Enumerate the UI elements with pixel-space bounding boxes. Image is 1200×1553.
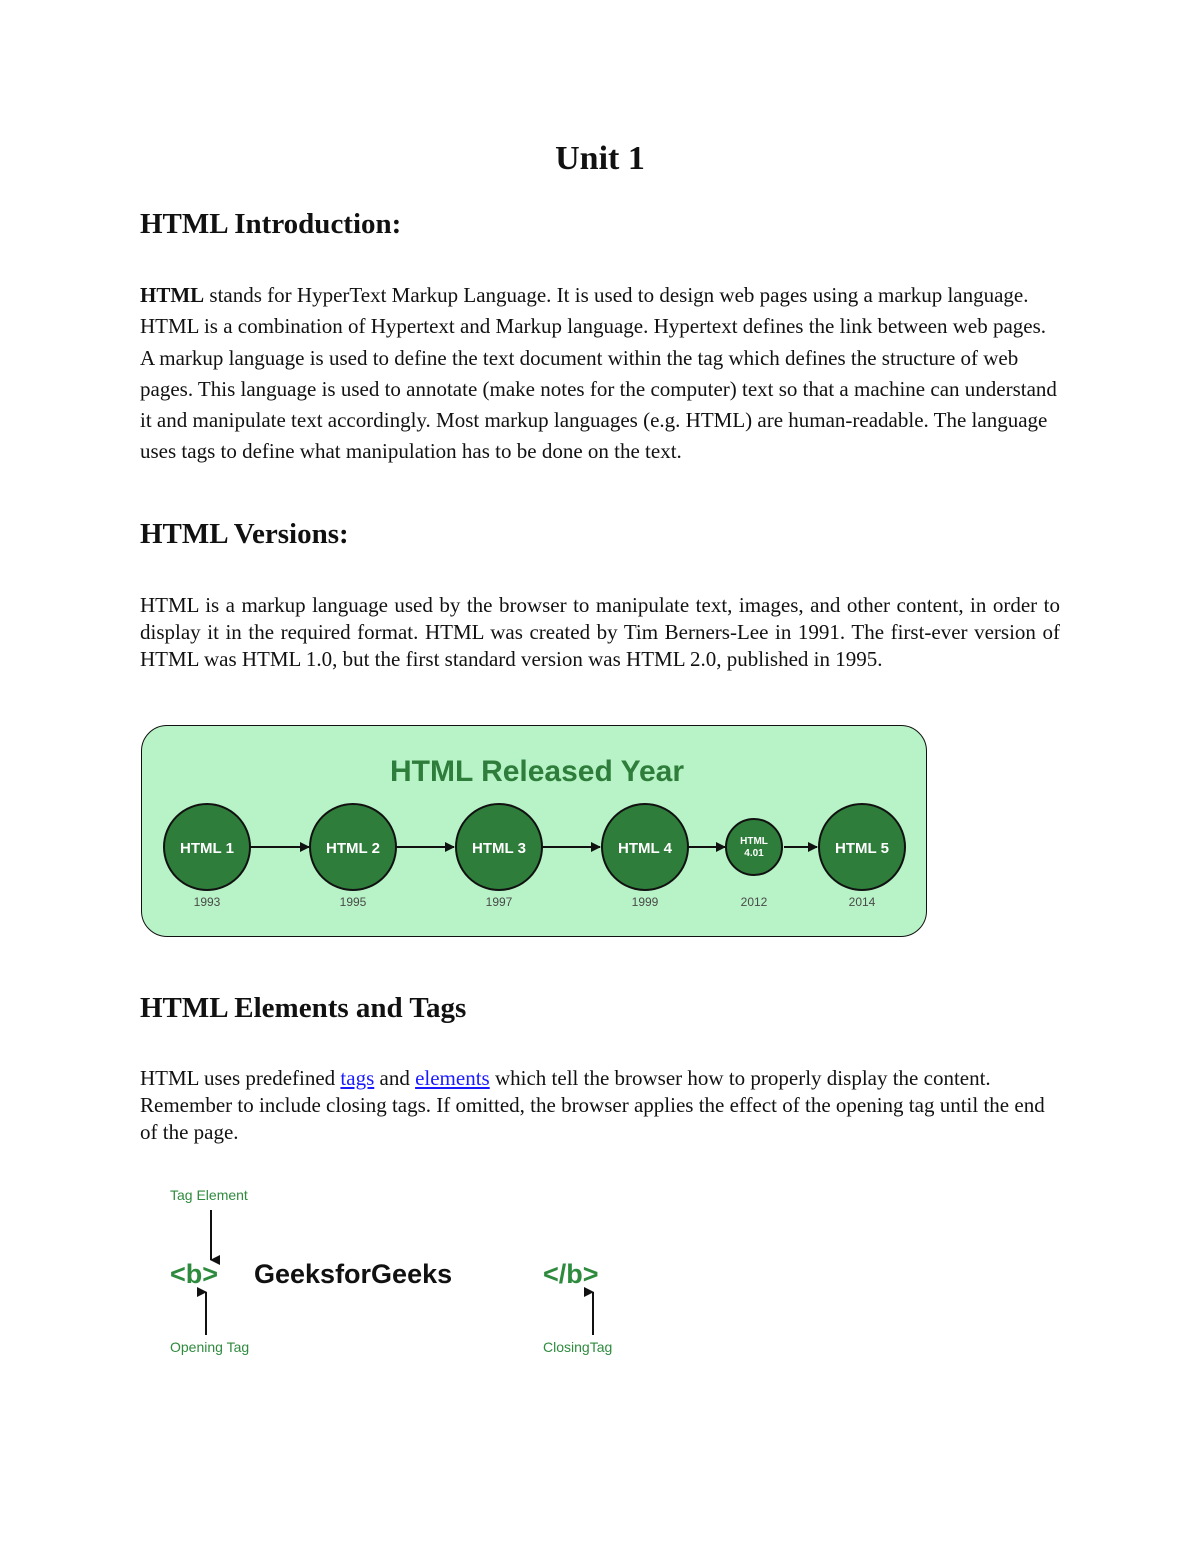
node-year: 1995 <box>339 895 367 909</box>
timeline-node-html-4 <box>602 804 688 909</box>
tags-link[interactable]: tags <box>340 1066 375 1090</box>
elements-text-2: and <box>374 1066 416 1090</box>
node-label: HTML 1 <box>180 840 234 857</box>
timeline-node-html-3 <box>456 804 542 909</box>
tag-element-label: Tag Element <box>170 1187 248 1203</box>
node-year: 1997 <box>485 895 513 909</box>
html-release-timeline <box>141 725 927 937</box>
node-label: HTML 5 <box>835 840 889 857</box>
elements-paragraph <box>140 1065 1060 1146</box>
node-label: HTML 2 <box>326 840 380 857</box>
intro-heading: HTML Introduction: <box>140 208 402 240</box>
node-year: 1993 <box>193 895 221 909</box>
elements-link[interactable]: elements <box>415 1066 490 1090</box>
node-label: HTML 4 <box>618 840 672 857</box>
intro-lead-bold: HTML <box>140 283 205 307</box>
page-title: Unit 1 <box>555 140 645 177</box>
versions-paragraph: HTML is a markup language used by the browser to manipulate text, images, and other content, in order to display it in the required format. HTML was created by Tim Berners-Lee in 1991. The first-ever version of HTML was HTML 1.0, but the first standard version was HTML 2.0, published in 1995. <box>140 593 1060 671</box>
timeline-node-html-4-01 <box>726 819 782 909</box>
tag-element-diagram <box>160 1180 660 1360</box>
timeline-node-html-5 <box>819 804 905 909</box>
closing-tag-label: ClosingTag <box>543 1339 613 1355</box>
opening-tag-label: Opening Tag <box>170 1339 250 1355</box>
node-label-line2: 4.01 <box>744 848 764 859</box>
node-year: 2014 <box>848 895 876 909</box>
elements-text-3: which tell the browser how to properly display the content. Remember to include closing tags. If omitted, the browser applies the effect of the opening tag until the end of the page. <box>140 1066 1045 1144</box>
elements-text-1: HTML uses predefined <box>140 1066 341 1090</box>
intro-paragraph <box>140 280 1060 468</box>
tag-content: GeeksforGeeks <box>254 1259 453 1289</box>
versions-heading: HTML Versions: <box>140 518 349 550</box>
open-tag: <b> <box>170 1259 219 1289</box>
elements-heading: HTML Elements and Tags <box>140 992 467 1024</box>
node-year: 1999 <box>631 895 659 909</box>
node-label-line1: HTML <box>740 836 768 847</box>
close-tag: </b> <box>543 1259 599 1289</box>
intro-body: stands for HyperText Markup Language. It is used to design web pages using a markup language. HTML is a combination of Hypertext and Markup language. Hypertext defines the link between web pages. A markup language is used to define the text document within the tag which defines the structure of web pages. This language is used to annotate (make notes for the computer) text so that a machine can understand it and manipulate text accordingly. Most markup languages (e.g. HTML) are human-readable. The language uses tags to define what manipulation has to be done on the text. <box>140 283 1057 464</box>
node-label: HTML 3 <box>472 840 526 857</box>
timeline-node-html-1 <box>164 804 250 909</box>
timeline-title: HTML Released Year <box>389 755 685 788</box>
timeline-node-html-2 <box>310 804 396 909</box>
node-year: 2012 <box>740 895 768 909</box>
